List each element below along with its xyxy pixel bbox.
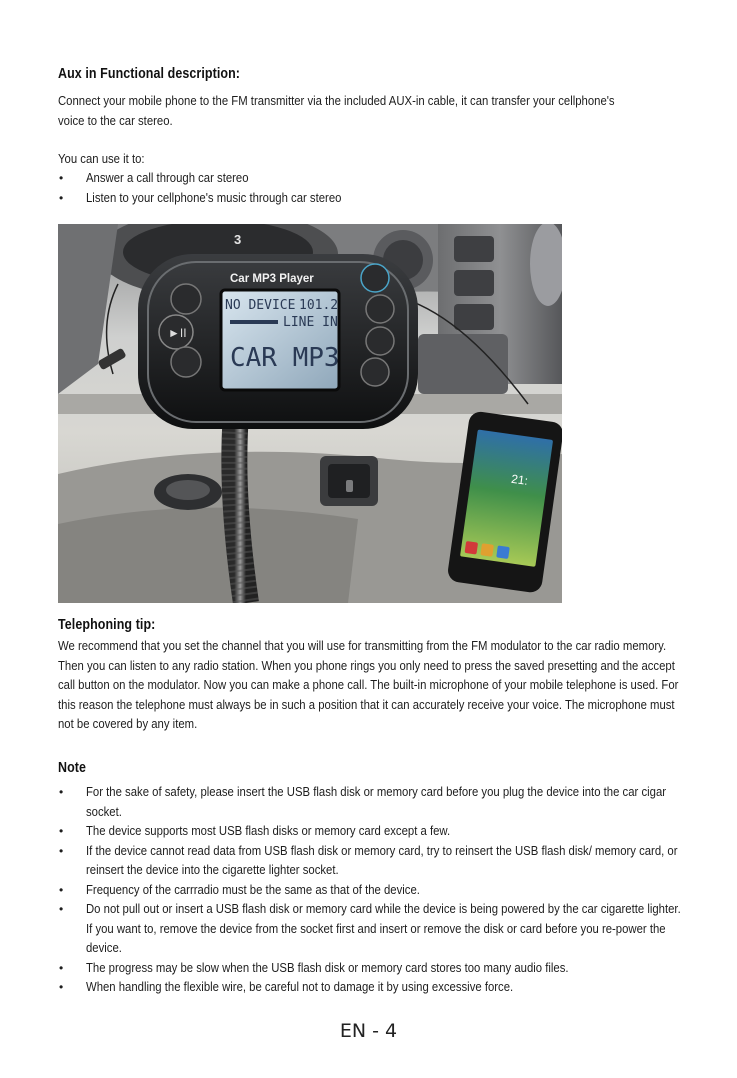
telephoning-heading: Telephoning tip:: [58, 617, 156, 633]
page-number: EN - 4: [339, 1020, 398, 1042]
list-item: [58, 822, 682, 842]
lcd-frequency: 101.2: [299, 298, 339, 313]
device-label: Car MP3 Player: [230, 273, 314, 285]
list-item-text: When handling the flexible wire, be careful not to damage it by using excessive force.: [86, 980, 514, 994]
bullet-icon: •: [59, 171, 64, 185]
bullet-icon: •: [59, 882, 64, 897]
list-item-text: The device supports most USB flash disks or memory card except a few.: [86, 824, 451, 838]
list-item: [58, 189, 618, 209]
list-item: [58, 169, 618, 189]
dash-gauge-number: 3: [234, 232, 242, 247]
note-list: [58, 783, 682, 998]
bullet-icon: •: [59, 960, 64, 975]
list-item-text: Listen to your cellphone's music through car stereo: [86, 190, 342, 205]
list-item-text: The progress may be slow when the USB flash disk or memory card stores too many audio files.: [86, 960, 569, 975]
note-heading: Note: [58, 760, 87, 776]
list-item: [58, 978, 682, 998]
aux-use-intro: You can use it to:: [58, 152, 145, 166]
bullet-icon: •: [59, 785, 64, 799]
list-item: [58, 881, 682, 901]
telephoning-paragraph: We recommend that you set the channel that you will use for transmitting from the FM modulator to the car radio memory. Then you can listen to any radio station. When you phone rings you only need to press the saved presetting and the accept call button on the modulator. Now you can make a phone call. The built-in microphone of your mobile telephone is used. For this reason the telephone must always be in such a position that it can accurately receive your voice. The microphone must not be covered by any item.: [58, 639, 679, 731]
list-item-text: Answer a call through car stereo: [86, 171, 249, 185]
list-item-text: For the sake of safety, please insert the USB flash disk or memory card before you plug the device into the car cigar socket.: [86, 785, 667, 819]
list-item: [58, 959, 682, 979]
phone-clock: 21:: [510, 471, 529, 488]
list-item: [58, 783, 682, 822]
bullet-icon: •: [59, 843, 64, 858]
list-item-text: If the device cannot read data from USB flash disk or memory card, try to reinsert the USB flash disk/ memory card, or reinsert the device into the cigarette lighter socket.: [86, 843, 678, 877]
list-item: [58, 842, 682, 881]
lcd-line-1: NO DEVICE: [225, 298, 296, 313]
aux-intro-paragraph: Connect your mobile phone to the FM transmitter via the included AUX-in cable, it can transfer your cellphone's voice to the car stereo.: [58, 94, 615, 128]
bullet-icon: •: [59, 190, 64, 205]
aux-uses-list: [58, 169, 618, 208]
list-item-text: Do not pull out or insert a USB flash disk or memory card while the device is being powered by the car cigarette lighter. If you want to, remove the device from the socket first and insert or remove the disk or card before you re-power the device.: [86, 902, 681, 955]
list-item-text: Frequency of the carrradio must be the same as that of the device.: [86, 882, 420, 897]
list-item: [58, 900, 682, 959]
bullet-icon: •: [59, 980, 64, 994]
play-pause-icon: ►II: [168, 326, 187, 340]
aux-heading: Aux in Functional description:: [58, 66, 241, 82]
lcd-line-2: LINE IN: [283, 315, 338, 330]
bullet-icon: •: [59, 824, 64, 838]
lcd-line-3: CAR MP3: [230, 343, 340, 373]
bullet-icon: •: [59, 902, 64, 916]
car-mp3-player-photo: [58, 224, 562, 603]
